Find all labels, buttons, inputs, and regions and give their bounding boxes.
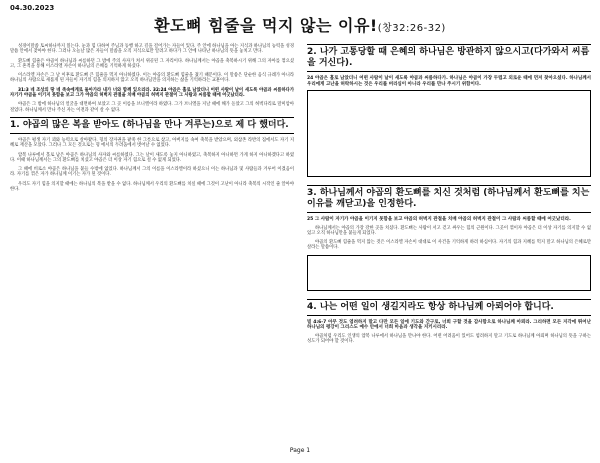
intro-paragraph: 이스라엘 자손은 그 날 이후로 환도뼈 큰 힘줄을 먹지 아니하였다. 이는 야곱의 환도뼈 힘줄을 쳤기 때문이다. 이 말씀은 단순한 음식 규례가 아니라 하나님의 사람으로 새롭게 된 자들이 자기의 힘을 의지하지 않고 오직 하나님만을 의지하는 삶을 기억하라는 교훈이다. <box>10 73 294 84</box>
section-4-heading: 4. 나는 어떤 일이 생길지라도 항상 하나님께 아뢰어야 합니다. <box>307 299 591 316</box>
notes-box <box>307 255 591 291</box>
section-4-paragraph: 야곱처럼 우리도 인생의 얍복 나루에서 하나님을 만나야 한다. 어떤 어려움이 있어도 염려하지 말고 기도로 하나님께 아뢰며 하나님의 뜻을 구하는 성도가 되어야 할 것이다. <box>307 333 591 344</box>
title-scripture-ref: (창32:26-32) <box>377 23 446 34</box>
section-2-text: 24 야곱은 홀로 남았더니 어떤 사람이 날이 새도록 야곱과 씨름하다가. 하나님은 야곱이 가장 두렵고 외로운 때에 먼저 찾아오셨다. 하나님께서 우리에게 고난을 허락하시는 것은 우리를 버리심이 아니라 우리를 만나 주시기 위함이다. <box>307 76 591 87</box>
section-2-heading: 2. 나가 고통당할 때 은혜의 하나님은 방관하지 않으시고(다가와서 씨름을 거신다). <box>307 44 591 72</box>
right-column <box>307 40 591 348</box>
section-1-heading: 1. 야곱의 많은 복을 받아도 (하나님을 만나 겨루는)으로 제 다 했더다. <box>10 117 294 134</box>
section-3-paragraph: 하나님께서는 야곱의 가장 강한 곳을 치셨다. 환도뼈는 사람이 서고 걷고 싸우는 힘의 근원이다. 그곳이 꺾이자 야곱은 더 이상 자기를 의지할 수 없었고 오직 하나님만을 붙들게 되었다. <box>307 225 591 236</box>
intro-paragraph: 성경이말씀 토씨하나까지 읽는다. 눈과 힘 다하여 주님과 동행 하고 길을 걸어가는 자들이 있다. 주 안에 하나님을 아는 지식과 하나님의 능력을 성경말씀 안에서 찾아야 한다. 그러나 오늘날 많은 자들이 말씀을 오직 지식으로만 알려고 하다가 그 안에 나타난 하나님의 뜻을 놓치고 만다. <box>10 44 294 55</box>
section-3-paragraph: 야곱의 환도뼈 힘줄을 먹지 않는 것은 이스라엘 자손이 대대로 이 사건을 기억하게 하려 하심이다. 자기의 힘과 지혜를 먹지 말고 하나님의 은혜로만 살라는 말씀이다. <box>307 240 591 251</box>
section-1-paragraph: 우리도 자기 힘을 의지할 때에는 하나님의 복을 받을 수 없다. 하나님께서 우리의 환도뼈를 치실 때에 그것이 고난이 아니라 축복의 시작인 줄 알아야 한다. <box>10 181 294 193</box>
page-number: Page 1 <box>289 447 311 454</box>
intro-paragraph: 환도뼈 힘줄은 야곱이 하나님과 씨름하던 그 밤에 주의 사자가 쳐서 위골된 그 자리이다. 하나님께서는 야곱을 축복하시기 위해 그의 자아를 꺾으셨고, 그 흔적을 통해 이스라엘 자손이 하나님의 은혜를 기억하게 하셨다. <box>10 58 294 69</box>
section-4-verse: 빌 4:6-7 아무 것도 염려하지 말고 다만 모든 일에 기도와 간구로, 너희 구할 것을 감사함으로 하나님께 아뢰라. 그리하면 모든 지각에 뛰어난 하나님의 평강이 그리스도 예수 안에서 너희 마음과 생각을 지키시리라. <box>307 319 591 331</box>
bulletin-date: 04.30.2023 <box>10 4 55 12</box>
section-3-heading: 3. 하나님께서 야곱의 환도뼈를 치신 것처럼 (하나님께서 환도뼈를 치는 이유를 깨닫고)을 인정한다. <box>307 185 591 213</box>
section-3-verse: 25 그 사람이 자기가 야곱을 이기지 못함을 보고 야곱의 허벅지 관절을 치매 야곱의 허벅지 관절이 그 사람과 씨름할 때에 어긋났더라. <box>307 217 571 222</box>
title-text: 환도뼈 힘줄을 먹지 않는 이유! <box>154 16 378 35</box>
notes-box <box>307 90 591 177</box>
section-1-paragraph: 그 때에 비로소 야곱은 하나님을 붙들 수밖에 없었다. 하나님께서 그의 이름을 이스라엘이라 하셨으니 이는 하나님과 및 사람들과 겨루어 이겼음이라. 자기를 꺾은 자가 하나님께 이기는 자가 된 것이다. <box>10 167 294 178</box>
section-1-paragraph: 얍복 나루에서 홀로 남은 야곱은 하나님의 사자와 씨름하였다. 그는 날이 새도록 놓지 아니하였고, 축복하지 아니하면 가게 하지 아니하겠다고 하였다. 이때 하나님께서는 그의 환도뼈를 치셨고 야곱은 더 이상 자기 힘으로 설 수 없게 되었다. <box>10 152 294 163</box>
left-column <box>10 44 294 196</box>
page-title <box>0 13 600 36</box>
section-1-paragraph: 야곱은 평생 자기 꾀와 능력으로 살아왔다. 형의 장자권을 팥죽 한 그릇으로 샀고, 아버지를 속여 축복을 받았으며, 외삼촌 라반의 집에서도 자기 지혜로 재산을 모았다. 그러나 그 모든 것으로는 형 에서의 두려움에서 벗어날 수 없었다. <box>10 137 294 149</box>
intro-paragraph: 야곱은 그 밤에 하나님의 얼굴을 대면하여 보았고 그 곳 이름을 브니엘이라 하였다. 그가 브니엘을 지날 때에 해가 돋았고 그의 허벅다리로 말미암아 절었다. 하나님께서 만나 주신 자는 이전과 같이 살 수 없다. <box>10 102 294 113</box>
scripture-passage: 31:3 네 조상의 땅 네 족속에게로 돌아가라 내가 너와 함께 있으리라. 32:24 야곱은 홀로 남았더니 어떤 사람이 날이 새도록 야곱과 씨름하다가 자기가 야곱을 이기지 못함을 보고 그가 야곱의 허벅지 관절을 치매 야곱의 허벅지 관절이 그 사람과 씨름할 때에 어긋났더라. <box>10 87 294 99</box>
